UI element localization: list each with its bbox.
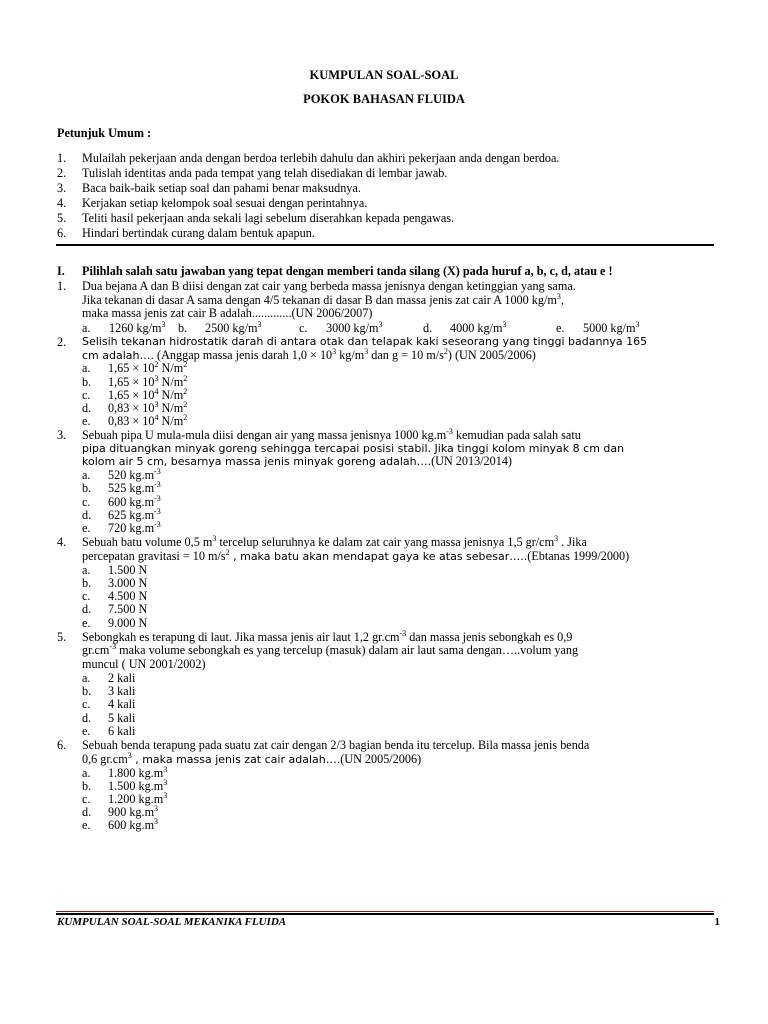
option-d[interactable]: d. 7.500 N	[82, 602, 148, 617]
option-b[interactable]: b. 525 $kg.m^{-3}$	[82, 480, 161, 496]
question-6: 6. Sebuah benda terapung pada suatu zat cair dengan 2/3 bagian benda itu tercelup. Bila massa jenis benda 0,6 $gr.cm^3$ , maka massa jenis zat cair adalah….(UN 2005/2006)	[57, 737, 590, 766]
question-3-options	[82, 469, 714, 535]
section-divider	[56, 244, 714, 246]
instructions-label: Petunjuk Umum :	[57, 126, 152, 140]
option-e[interactable]: e. 9.000 N	[82, 615, 148, 630]
option-d[interactable]: d. $0,83 \times 10^3$ $N/m^2$	[82, 399, 188, 415]
question-2-options	[82, 362, 714, 428]
document-title: KUMPULAN SOAL-SOAL	[309, 68, 459, 82]
option-a[interactable]: a. 1.500 N	[82, 562, 148, 577]
option-e[interactable]: e. 600 $kg.m^3$	[82, 817, 159, 833]
question-6-options	[82, 764, 714, 833]
option-d[interactable]: d. 5 kali	[82, 710, 136, 725]
document-subtitle: POKOK BAHASAN FLUIDA	[303, 92, 465, 106]
option-a[interactable]: a. $1,65 \times 10^2$ $N/m^2$	[82, 360, 188, 376]
option-c[interactable]: c. 1.200 $kg.m^3$	[82, 790, 168, 806]
option-e[interactable]: e. $0,83 \times 10^4$ $N/m^2$	[82, 413, 188, 429]
question-5: 5. Sebongkah es terapung di laut. Jika massa jenis air laut 1,2 $gr.cm^{-3}$ dan massa jenis sebongkah es 0,9 $gr.cm^{-3}$ maka volume sebongkah es yang tercelup (masuk) dalam air laut sama dengan…..volum yang muncul ( UN 2001/2002)	[57, 628, 579, 672]
question-2: 2. Selisih tekanan hidrostatik darah di antara otak dan telapak kaki seseorang yang tinggi badannya 165 cm adalah…. (Anggap massa jenis darah $1,0 \times 10^3$ $kg/m^3$ dan g = 10 $m/s^2$) (UN 2005/2006)	[57, 335, 648, 362]
option-d[interactable]: d. 4000 $kg/m^3$	[423, 320, 507, 336]
option-c[interactable]: c. 4.500 N	[82, 589, 148, 604]
list-item: 3. Baca baik-baik setiap soal dan pahami benar maksudnya.	[57, 181, 361, 195]
question-section	[57, 265, 714, 832]
option-c[interactable]: c. 4 kali	[82, 697, 136, 712]
option-c[interactable]: c. $1,65 \times 10^4$ $N/m^2$	[82, 386, 188, 402]
question-3: 3. Sebuah pipa U mula-mula diisi dengan air yang massa jenisnya 1000 $kg.m^{-3}$ kemudian pada salah satu pipa dituangkan minyak goreng sehingga tercapai posisi stabil. Jika tinggi kolom minyak 8 cm dan kolom air 5 cm, besarnya massa jenis minyak goreng adalah….(UN 2013/2014)	[57, 427, 625, 469]
option-b[interactable]: b. 3 kali	[82, 684, 136, 699]
footer-divider-thick	[56, 913, 714, 915]
option-b[interactable]: b. 3.000 N	[82, 575, 148, 590]
option-b[interactable]: b. 2500 $kg/m^3$	[178, 320, 262, 336]
question-4: 4. Sebuah batu volume 0,5 $m^3$ tercelup seluruhnya ke dalam zat cair yang massa jenisnya 1,5 $gr/cm^3$ . Jika percepatan gravitasi = 10 $m/s^2$ , maka batu akan mendapat gaya ke atas sebesar…..(Ebtanas 1999/2000)	[57, 534, 630, 563]
option-d[interactable]: d. 625 $kg.m^{-3}$	[82, 506, 161, 522]
option-c[interactable]: c. 600 $kg.m^{-3}$	[82, 493, 161, 509]
option-c[interactable]: c. 3000 $kg/m^3$	[299, 320, 383, 336]
option-a[interactable]: a. 520 $kg.m^{-3}$	[82, 467, 161, 483]
page-number: 1	[714, 916, 720, 928]
list-item: 5. Teliti hasil pekerjaan anda sekali lagi sebelum diserahkan kepada pengawas.	[57, 211, 455, 225]
option-d[interactable]: d. 900 $kg.m^3$	[82, 804, 159, 820]
question-4-options	[82, 564, 714, 630]
footer-divider	[56, 911, 714, 912]
list-item: 4. Kerjakan setiap kelompok soal sesuai dengan perintahnya.	[57, 196, 368, 210]
option-e[interactable]: e. 720 $kg.m^{-3}$	[82, 519, 161, 535]
option-b[interactable]: b. 1.500 $kg.m^3$	[82, 777, 168, 793]
question-1-options	[82, 321, 714, 335]
option-b[interactable]: b. $1,65 \times 10^3$ $N/m^2$	[82, 373, 188, 389]
option-e[interactable]: e. 6 kali	[82, 723, 136, 738]
list-item: 1. Mulailah pekerjaan anda dengan berdoa terlebih dahulu dan akhiri pekerjaan anda dengan berdoa.	[57, 151, 560, 165]
option-a[interactable]: a. 1.800 $kg.m^3$	[82, 764, 168, 780]
option-e[interactable]: e. 5000 $kg/m^3$	[556, 320, 640, 336]
option-a[interactable]: a. 1260 $kg/m^3$	[82, 320, 166, 336]
list-item: 2. Tulislah identitas anda pada tempat yang telah disediakan di lembar jawab.	[57, 166, 448, 180]
footer-title: KUMPULAN SOAL-SOAL MEKANIKA FLUIDA	[57, 916, 287, 928]
question-1: 1. Dua bejana A dan B diisi dengan zat cair yang berbeda massa jenisnya dengan ketinggian yang sama. Jika tekanan di dasar A sama dengan 4/5 tekanan di dasar B dan massa jenis zat cair A 1000 $kg/m^3$, maka massa jenis zat cair B adalah.............(UN 2006/2007)	[57, 278, 576, 321]
section-heading: I. Pilihlah salah satu jawaban yang tepat dengan memberi tanda silang (X) pada huruf a, b, c, d, atau e !	[57, 264, 613, 278]
option-a[interactable]: a. 2 kali	[82, 671, 136, 686]
instructions-list	[57, 152, 717, 242]
list-item: 6. Hindari bertindak curang dalam bentuk apapun.	[57, 226, 315, 240]
question-5-options	[82, 672, 714, 738]
